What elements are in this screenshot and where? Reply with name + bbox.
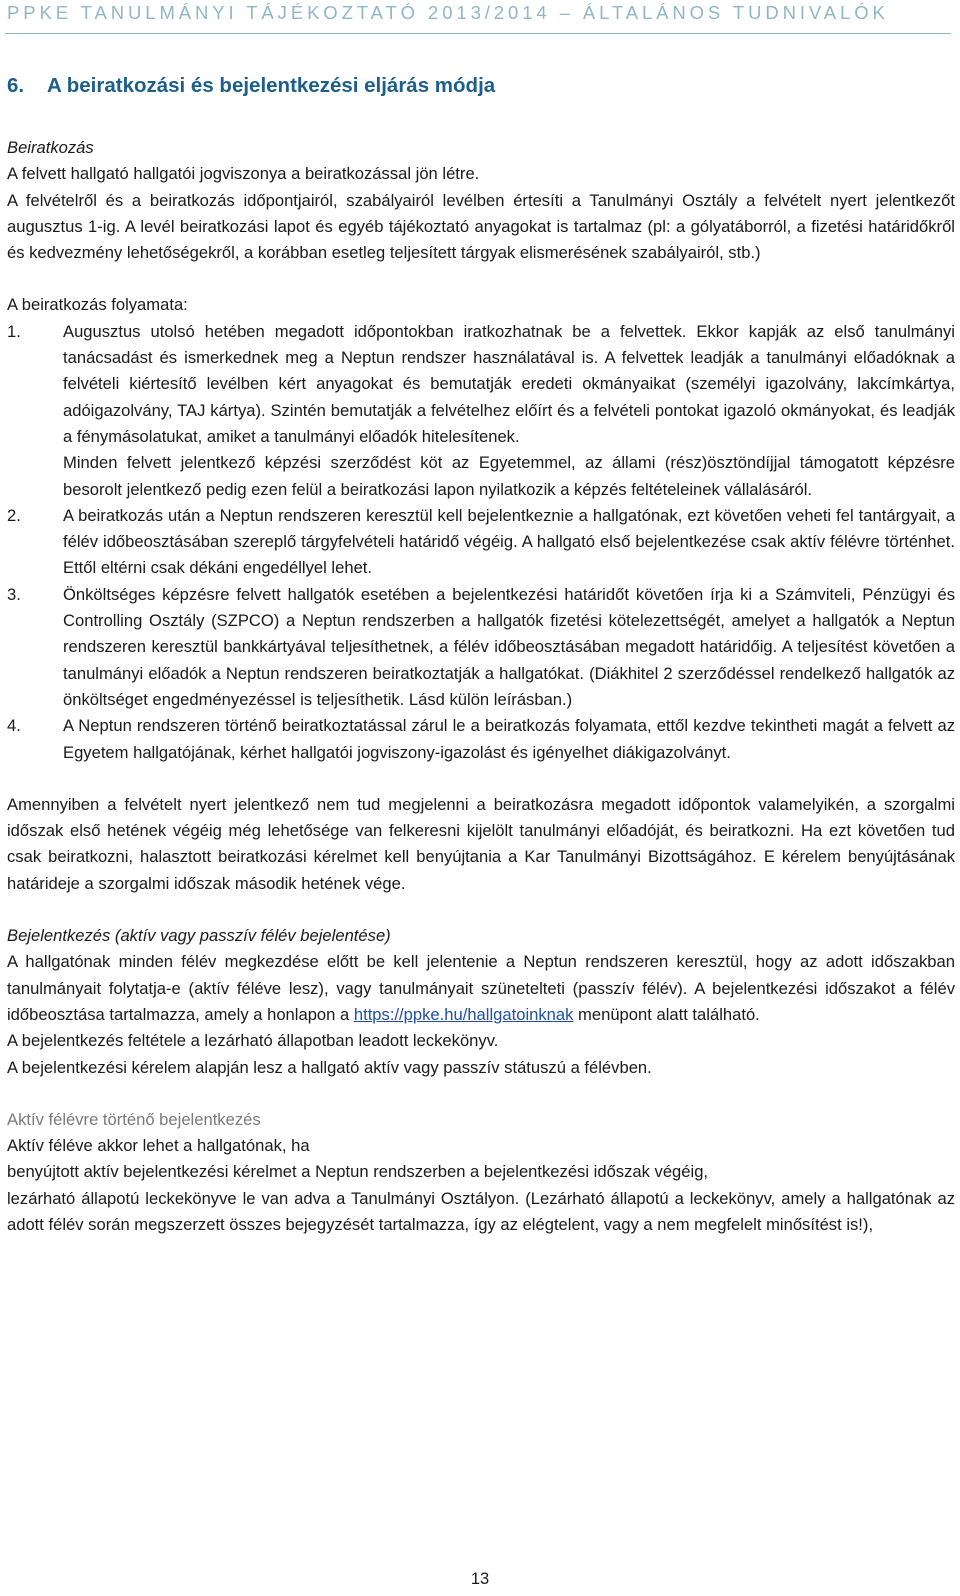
page-number: 13	[470, 1570, 490, 1588]
list-item-subparagraph: Minden felvett jelentkező képzési szerződést köt az Egyetemmel, az állami (rész)ösztöndíjjal támogatott képzésre besorolt jelentkező pedig ezen felül a beiratkozási lapon nyilatkozik a képzés feltételeinek vállalásáról.	[63, 453, 955, 499]
chapter-title: A beiratkozási és bejelentkezési eljárás módja	[47, 74, 496, 97]
paragraph-text: A hallgatónak minden félév megkezdése előtt be kell jelentenie a Neptun rendszeren keresztül, hogy az adott időszakban tanulmányait folytatja-e (aktív féléve lesz), vagy tanulmányait szünetelteti (passzív félév). A bejelentkezési időszakot a félév időbeosztása tartalmazza, amely a honlapon a	[7, 952, 955, 1024]
process-label: A beiratkozás folyamata:	[7, 295, 188, 315]
spacer	[7, 1081, 955, 1107]
paragraph	[7, 949, 955, 1028]
list-item-text: Augusztus utolsó hetében megadott időpontokban iratkozhatnak be a felvettek. Ekkor kapják az első tanulmányi tanácsadást és ismerkednek meg a Neptun rendszer használatával is. A felvettek leadják a tanulmányi előadóknak a felvételi kiértesítő levélben kért anyagokat és bemutatják eredeti okmányaikat (személyi igazolvány, lakcímkártya, adóigazolvány, TAJ kártya). Szintén bemutatják a felvételhez előírt és a felvételi pontokat igazoló okmányokat, és leadják a fénymásolatukat, amiket a tanulmányi előadók hitelesítenek.	[63, 321, 955, 446]
chapter-number: 6.	[7, 74, 25, 97]
paragraph: A felvételről és a beiratkozás időpontjairól, szabályairól levélben értesíti a Tanulmányi Osztály a felvételt nyert jelentkezőt augusztus 1-ig. A levél beiratkozási lapot és egyéb tájékoztató anyagokat is tartalmaz (pl: a gólyatáborról, a fizetési határidőkről és kedvezmény lehetőségekről, a korábban esetleg teljesített tárgyak elismerésének szabályairól, stb.)	[7, 190, 955, 263]
list-item-number: 2.	[7, 505, 21, 525]
list-item-text: A beiratkozás után a Neptun rendszeren keresztül kell bejelentkeznie a hallgatónak, ezt követően veheti fel tantárgyait, a félév időbeosztásában szereplő tárgyfelvételi határidő végéig. A hallgató első bejelentkezése csak aktív félévre történhet. Ettől eltérni csak dékáni engedéllyel lehet.	[63, 505, 955, 578]
running-header: PPKE TANULMÁNYI TÁJÉKOZTATÓ 2013/2014 – ÁLTALÁNOS TUDNIVALÓK	[7, 2, 889, 23]
spacer	[7, 897, 955, 923]
section-heading-bejelentkezes: Bejelentkezés (aktív vagy passzív félév bejelentése)	[7, 926, 391, 946]
header-divider	[5, 33, 951, 34]
list-item-text: Önköltséges képzésre felvett hallgatók esetében a bejelentkezési határidőt követően írja ki a Számviteli, Pénzügyi és Controlling Osztály (SZPCO) a Neptun rendszerben a hallgatók fizetési kötelezettségét, amelyet a hallgatók a Neptun rendszeren keresztül bankkártyával teljesíthetnek, a félév időbeosztásában megadott határidőig. A teljesítést követően a tanulmányi előadók a Neptun rendszeren beiratkoztatják a hallgatókat. (Diákhitel 2 szerződéssel rendelkező hallgatók az önköltséget engedményezéssel is teljesíthetik. Lásd külön leírásban.)	[63, 584, 955, 709]
paragraph: A bejelentkezési kérelem alapján lesz a hallgató aktív vagy passzív státuszú a félévben.	[7, 1057, 652, 1077]
hallgatoinknak-link[interactable]: https://ppke.hu/hallgatoinknak	[353, 1004, 574, 1024]
paragraph: Aktív féléve akkor lehet a hallgatónak, ha	[7, 1136, 310, 1156]
chapter-heading	[7, 74, 495, 98]
list-item-text: A Neptun rendszeren történő beiratkoztatással zárul le a beiratkozás folyamata, ettől kezdve tekintheti magát a felvett az Egyetem hallgatójának, kérhet hallgatói jogviszony-igazolást és igényelhet diákigazolványt.	[63, 716, 955, 762]
spacer	[7, 266, 955, 292]
enrollment-steps-list	[7, 319, 955, 766]
paragraph: benyújtott aktív bejelentkezési kérelmet a Neptun rendszerben a bejelentkezési időszak végéig,	[7, 1162, 709, 1182]
spacer	[7, 766, 955, 792]
list-item	[7, 319, 955, 503]
paragraph: A felvett hallgató hallgatói jogviszonya a beiratkozással jön létre.	[7, 164, 480, 184]
paragraph: lezárható állapotú leckekönyve le van adva a Tanulmányi Osztályon. (Lezárható állapotú a leckekönyv, amely a hallgatónak az adott félév során megszerzett összes bejegyzését tartalmazza, így az elégtelent, vagy a nem megfelelt minősítést is!),	[7, 1188, 955, 1234]
list-item-number: 4.	[7, 716, 21, 736]
list-item	[7, 713, 955, 766]
paragraph: Amennyiben a felvételt nyert jelentkező nem tud megjelenni a beiratkozásra megadott időpontok valamelyikén, a szorgalmi időszak első hetének végéig még lehetősége van felkeresni kijelölt tanulmányi előadóját, és beiratkozni. Ha ezt követően tud csak beiratkozni, halasztott beiratkozási kérelmet kell benyújtania a Kar Tanulmányi Bizottságához. E kérelem benyújtásának határideje a szorgalmi időszak második hetének vége.	[7, 794, 955, 893]
section-heading-beiratkozas: Beiratkozás	[7, 138, 94, 157]
paragraph: A bejelentkezés feltétele a lezárható állapotban leadott leckekönyv.	[7, 1031, 499, 1051]
section-heading-aktiv: Aktív félévre történő bejelentkezés	[7, 1109, 261, 1129]
list-item-number: 3.	[7, 584, 21, 604]
list-item	[7, 582, 955, 713]
paragraph-text: menüpont alatt található.	[578, 1004, 760, 1024]
document-body	[7, 135, 955, 1238]
list-item	[7, 503, 955, 582]
list-item-number: 1.	[7, 321, 21, 341]
